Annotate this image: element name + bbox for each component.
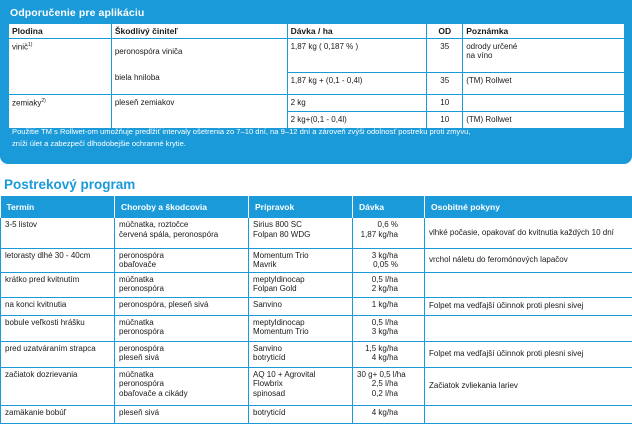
table-row [1, 297, 632, 315]
dose-cell: 1,87 kg + (0,1 - 0,4l) [287, 72, 427, 94]
header-product: Prípravok [249, 196, 353, 218]
table-row [1, 218, 632, 248]
instructions-cell [425, 405, 632, 423]
instructions-cell: Folpet ma vedľajší účinnok proti plesni sivej [425, 341, 632, 367]
product-cell: AQ 10 + Agrovital Flowbrix spinosad [249, 367, 353, 405]
recommendation-title: Odporučenie pre aplikáciu [10, 7, 145, 19]
product-cell: meptyldinocap Momentum Trio [249, 315, 353, 341]
header-diseases: Choroby a škodcovia [115, 196, 249, 218]
pest-cell: peronospóra viniča biela hniloba [111, 39, 287, 95]
diseases-cell: múčnatka peronospóra [115, 315, 249, 341]
product-cell: meptyldinocap Folpan Gold [249, 272, 353, 297]
term-cell: bobule veľkosti hrášku [1, 315, 115, 341]
crop-cell: zemiaky$^{2)}$ [9, 95, 112, 129]
recommendation-panel [0, 0, 632, 164]
diseases-cell: peronospóra obaľovače [115, 248, 249, 272]
diseases-cell: peronospóra pleseň sivá [115, 341, 249, 367]
term-cell: 3-5 listov [1, 218, 115, 248]
diseases-cell: pleseň sivá [115, 405, 249, 423]
program-header-row [1, 196, 632, 218]
recommendation-note: Použitie TM s Rollwet-om umožňuje predĺžiť intervaly ošetrenia zo 7–10 dní, na 9–12 dní a zároveň zvýši odolnosť postreku proti zmyvu, zníži úlet a zabezpečí dlhodobejšie ochranné krytie. [12, 127, 471, 148]
term-cell: krátko pred kvitnutím [1, 272, 115, 297]
dose-cell: 3 kg/ha 0,05 % [353, 248, 425, 272]
term-cell: zamäkanie bobúľ [1, 405, 115, 423]
diseases-cell: múčnatka, roztočce červená spála, peronospóra [115, 218, 249, 248]
instructions-cell: Začiatok zvliekania lariev [425, 367, 632, 405]
table-row [9, 39, 625, 73]
dose-cell: 2 kg+(0,1 - 0,4l) [287, 112, 427, 129]
od-cell: 35 [427, 39, 463, 73]
table-row [1, 248, 632, 272]
dose-cell: 1 kg/ha [353, 297, 425, 315]
pest-cell: pleseň zemiakov [111, 95, 287, 129]
table-row [1, 405, 632, 423]
term-cell: pred uzatváraním strapca [1, 341, 115, 367]
table-row [1, 341, 632, 367]
diseases-cell: peronospóra, pleseň sivá [115, 297, 249, 315]
table-row [9, 95, 625, 112]
term-cell: začiatok dozrievania [1, 367, 115, 405]
od-cell: 35 [427, 72, 463, 94]
crop-cell: vinič$^{1)}$ [9, 39, 112, 95]
product-cell: Momentum Trio Mavrik [249, 248, 353, 272]
table-row [1, 315, 632, 341]
note-cell: odrody určené na víno [463, 39, 625, 73]
dose-cell: 1,87 kg ( 0,187 % ) [287, 39, 427, 73]
table-row [1, 272, 632, 297]
header-pest: Škodlivý činiteľ [111, 24, 287, 39]
recommendation-header-row [9, 24, 625, 39]
note-cell: (TM) Rollwet [463, 72, 625, 94]
instructions-cell: vrchol náletu do feromónových lapačov [425, 248, 632, 272]
header-dose: Dávka / ha [287, 24, 427, 39]
product-cell: Sanvino botryticíd [249, 341, 353, 367]
header-instructions: Osobitné pokyny [425, 196, 632, 218]
product-cell: Sirius 800 SC Folpan 80 WDG [249, 218, 353, 248]
dose-cell: 0,5 l/ha 2 kg/ha [353, 272, 425, 297]
program-title: Postrekový program [4, 177, 136, 192]
header-od: OD [427, 24, 463, 39]
header-dose: Dávka [353, 196, 425, 218]
dose-cell: 1,5 kg/ha 4 kg/ha [353, 341, 425, 367]
diseases-cell: múčnatka peronospóra obaľovače a cikády [115, 367, 249, 405]
recommendation-table [8, 23, 625, 129]
header-note: Poznámka [463, 24, 625, 39]
instructions-cell: vlhké počasie, opakovať do kvitnutia každých 10 dní [425, 218, 632, 248]
note-cell: (TM) Rollwet [463, 112, 625, 129]
product-cell: botryticíd [249, 405, 353, 423]
program-table [0, 196, 632, 424]
term-cell: letorasty dlhé 30 - 40cm [1, 248, 115, 272]
dose-cell: 2 kg [287, 95, 427, 112]
note-cell [463, 95, 625, 112]
term-cell: na konci kvitnutia [1, 297, 115, 315]
dose-cell: 0,6 % 1,87 kg/ha [353, 218, 425, 248]
table-row [1, 367, 632, 405]
instructions-cell [425, 272, 632, 297]
instructions-cell: Folpet ma vedľajší účinnok proti plesni sivej [425, 297, 632, 315]
dose-cell: 30 g+ 0,5 l/ha 2,5 l/ha 0,2 l/ha [353, 367, 425, 405]
product-cell: Sanvino [249, 297, 353, 315]
od-cell: 10 [427, 95, 463, 112]
instructions-cell [425, 315, 632, 341]
header-term: Termín [1, 196, 115, 218]
dose-cell: 0,5 l/ha 3 kg/ha [353, 315, 425, 341]
od-cell: 10 [427, 112, 463, 129]
dose-cell: 4 kg/ha [353, 405, 425, 423]
header-crop: Plodina [9, 24, 112, 39]
diseases-cell: múčnatka peronospóra [115, 272, 249, 297]
